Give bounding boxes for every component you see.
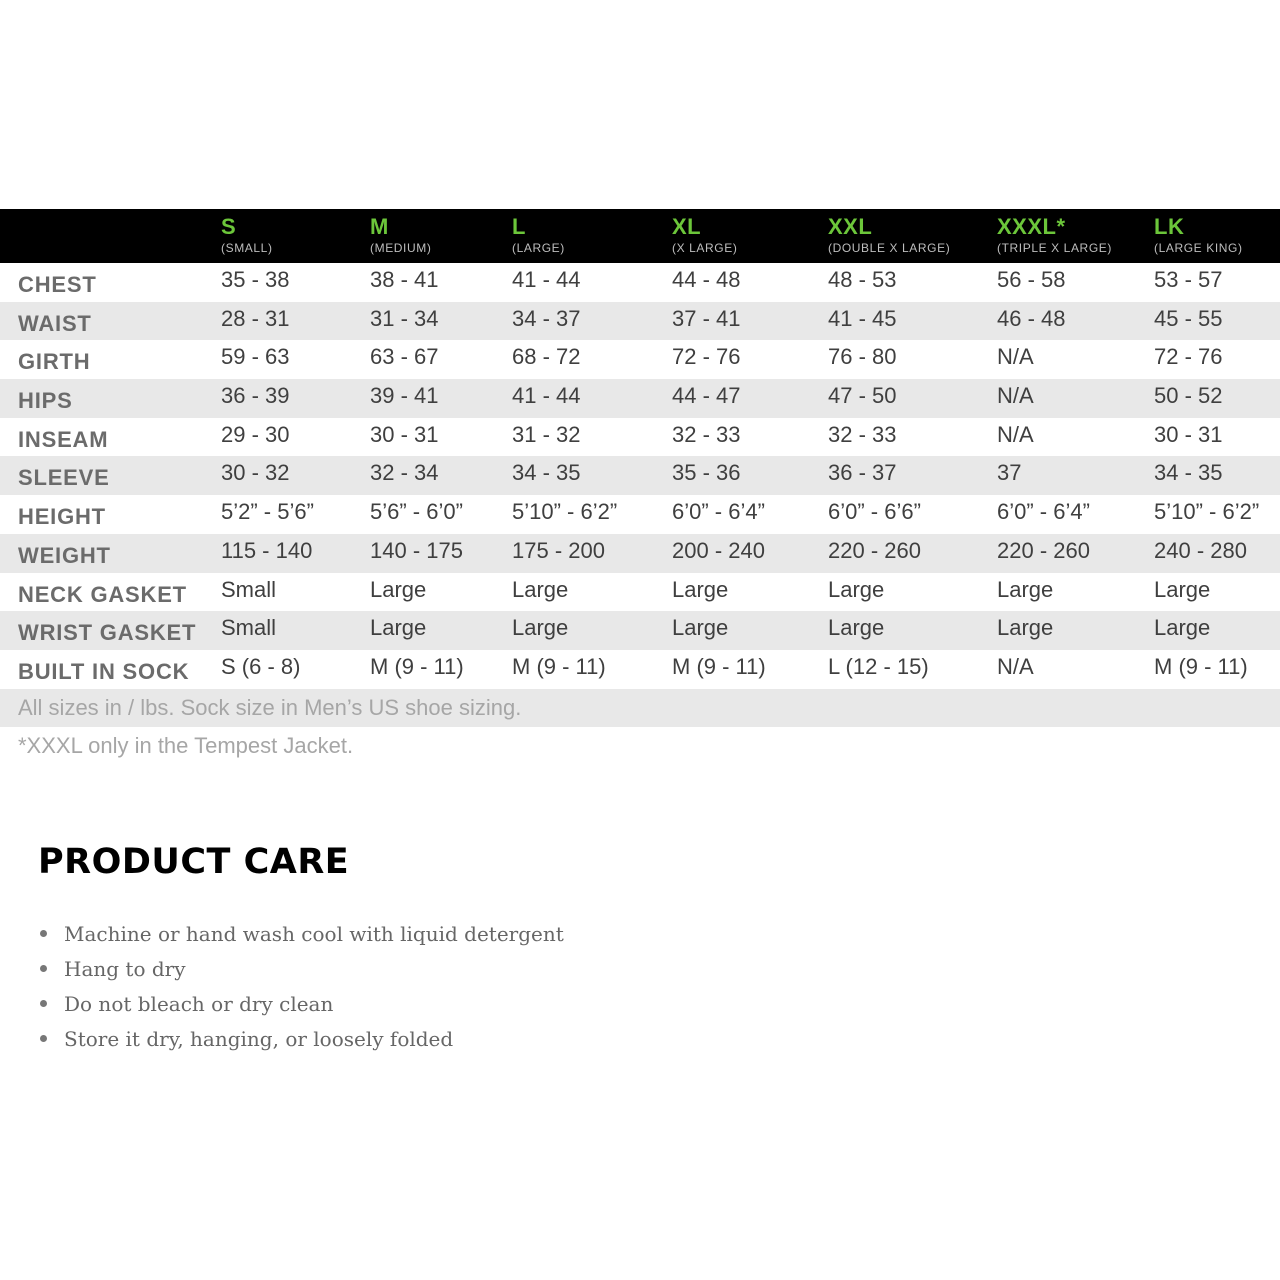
table-cell: 31 - 32 [512, 421, 581, 447]
row-label: CHEST [18, 272, 97, 297]
measurement-row-inseam [0, 418, 1280, 457]
table-cell: 41 - 45 [828, 305, 897, 331]
table-cell: N/A [997, 653, 1034, 679]
measurement-row-neck-gasket [0, 573, 1280, 612]
table-cell: Small [221, 576, 277, 602]
table-cell: 32 - 33 [672, 421, 741, 447]
size-code: XXL [828, 214, 873, 239]
measurement-row-hips [0, 379, 1280, 418]
size-description: (TRIPLE X LARGE) [997, 241, 1112, 255]
size-description: (LARGE) [512, 241, 565, 255]
care-list [38, 922, 564, 1062]
xxxl-note-row [0, 727, 1280, 766]
table-cell: 28 - 31 [221, 305, 290, 331]
care-item-text: Do not bleach or dry clean [64, 992, 334, 1016]
table-cell: Large [1154, 615, 1211, 641]
row-label: WEIGHT [18, 542, 111, 568]
table-cell: 56 - 58 [997, 267, 1066, 292]
table-cell: L (12 - 15) [828, 653, 929, 679]
care-item-text: Hang to dry [64, 957, 186, 981]
product-care-title: PRODUCT CARE [38, 842, 350, 882]
row-label: GIRTH [18, 349, 91, 375]
table-cell: 46 - 48 [997, 305, 1066, 331]
table-cell: 38 - 41 [370, 267, 439, 292]
table-cell: 29 - 30 [221, 421, 290, 447]
row-label: NECK GASKET [18, 581, 187, 607]
row-label: INSEAM [18, 426, 109, 452]
product-care-section [38, 842, 564, 1062]
table-cell: Large [370, 615, 427, 641]
size-description: (SMALL) [221, 241, 273, 255]
table-cell: 41 - 44 [512, 383, 581, 409]
row-label: HEIGHT [18, 504, 106, 530]
table-cell: M (9 - 11) [370, 653, 464, 679]
size-description: (LARGE KING) [1154, 241, 1243, 255]
table-cell: 175 - 200 [512, 537, 605, 563]
table-cell: 220 - 260 [828, 537, 921, 563]
table-cell: 68 - 72 [512, 344, 581, 370]
row-label: HIPS [18, 388, 73, 414]
size-code: XL [672, 214, 702, 239]
table-cell: N/A [997, 383, 1034, 409]
table-cell: 32 - 34 [370, 460, 439, 486]
bullet-dot-icon [40, 965, 47, 972]
table-cell: 240 - 280 [1154, 537, 1247, 563]
table-cell: 5’2” - 5’6” [221, 499, 314, 525]
table-cell: Large [997, 615, 1054, 641]
table-cell: 34 - 35 [512, 460, 581, 486]
xxxl-note: *XXXL only in the Tempest Jacket. [18, 733, 354, 759]
table-cell: 36 - 37 [828, 460, 897, 486]
table-cell: Large [1154, 576, 1211, 602]
list-item [38, 992, 564, 1027]
table-cell: 31 - 34 [370, 305, 439, 331]
table-cell: Large [512, 615, 569, 641]
table-cell: 76 - 80 [828, 344, 897, 370]
measurement-row-wrist-gasket [0, 611, 1280, 650]
table-cell: Large [672, 615, 729, 641]
bullet-dot-icon [40, 1035, 47, 1042]
table-cell: 36 - 39 [221, 383, 290, 409]
table-cell: 115 - 140 [221, 537, 313, 563]
table-cell: 47 - 50 [828, 383, 897, 409]
units-note: All sizes in / lbs. Sock size in Men’s US shoe sizing. [18, 694, 522, 720]
measurement-row-weight [0, 534, 1280, 573]
table-cell: N/A [997, 344, 1034, 370]
table-cell: 35 - 38 [221, 267, 290, 292]
list-item [38, 957, 564, 992]
size-header-row [0, 209, 1280, 263]
row-label: WAIST [18, 310, 92, 336]
size-description: (DOUBLE X LARGE) [828, 241, 951, 255]
table-cell: 5’10” - 6’2” [1154, 499, 1260, 525]
row-label: BUILT IN SOCK [18, 658, 190, 684]
table-cell: 6’0” - 6’4” [672, 499, 765, 525]
row-label: SLEEVE [18, 465, 110, 491]
measurement-row-girth [0, 340, 1280, 379]
size-code: S [221, 214, 237, 239]
table-cell: Large [512, 576, 569, 602]
size-code: XXXL* [997, 214, 1066, 239]
table-cell: 44 - 47 [672, 383, 741, 409]
table-cell: 30 - 31 [370, 421, 439, 447]
table-cell: 6’0” - 6’4” [997, 499, 1090, 525]
size-description: (X LARGE) [672, 241, 738, 255]
list-item [38, 1027, 564, 1062]
list-item [38, 922, 564, 957]
table-cell: Small [221, 615, 277, 641]
table-cell: 30 - 32 [221, 460, 290, 486]
table-cell: 63 - 67 [370, 344, 439, 370]
table-cell: 44 - 48 [672, 267, 741, 292]
size-code: M [370, 214, 389, 239]
table-cell: 34 - 37 [512, 305, 581, 331]
table-cell: 5’6” - 6’0” [370, 499, 463, 525]
size-code: LK [1154, 214, 1185, 239]
table-cell: M (9 - 11) [1154, 653, 1248, 679]
table-cell: 41 - 44 [512, 267, 581, 292]
table-cell: 34 - 35 [1154, 460, 1223, 486]
table-cell: 5’10” - 6’2” [512, 499, 618, 525]
table-cell: 45 - 55 [1154, 305, 1223, 331]
table-cell: 39 - 41 [370, 383, 439, 409]
units-note-row [0, 689, 1280, 728]
size-description: (MEDIUM) [370, 241, 432, 255]
measurement-row-waist [0, 302, 1280, 341]
table-cell: 35 - 36 [672, 460, 741, 486]
bullet-dot-icon [40, 930, 47, 937]
table-cell: 72 - 76 [1154, 344, 1223, 370]
table-cell: Large [370, 576, 427, 602]
size-chart [0, 209, 1280, 766]
table-cell: 220 - 260 [997, 537, 1090, 563]
measurement-row-chest [0, 263, 1280, 302]
bullet-dot-icon [40, 1000, 47, 1007]
row-label: WRIST GASKET [18, 620, 197, 646]
table-cell: N/A [997, 421, 1034, 447]
measurement-row-sleeve [0, 456, 1280, 495]
measurement-row-height [0, 495, 1280, 534]
table-cell: 50 - 52 [1154, 383, 1223, 409]
table-cell: Large [997, 576, 1054, 602]
table-cell: 140 - 175 [370, 537, 463, 563]
table-cell: 48 - 53 [828, 267, 897, 292]
table-cell: 32 - 33 [828, 421, 897, 447]
table-cell: 37 [997, 460, 1022, 486]
table-cell: 200 - 240 [672, 537, 765, 563]
table-cell: 53 - 57 [1154, 267, 1223, 292]
size-code: L [512, 214, 526, 239]
table-cell: Large [828, 615, 885, 641]
care-item-text: Machine or hand wash cool with liquid detergent [64, 922, 564, 946]
table-cell: Large [828, 576, 885, 602]
table-cell: 30 - 31 [1154, 421, 1223, 447]
table-cell: M (9 - 11) [672, 653, 766, 679]
table-cell: 37 - 41 [672, 305, 741, 331]
care-item-text: Store it dry, hanging, or loosely folded [64, 1027, 454, 1051]
table-cell: Large [672, 576, 729, 602]
table-cell: M (9 - 11) [512, 653, 606, 679]
table-cell: 6’0” - 6’6” [828, 499, 921, 525]
table-cell: S (6 - 8) [221, 653, 301, 679]
table-cell: 59 - 63 [221, 344, 290, 370]
measurement-row-built-in-sock [0, 650, 1280, 689]
table-cell: 72 - 76 [672, 344, 741, 370]
